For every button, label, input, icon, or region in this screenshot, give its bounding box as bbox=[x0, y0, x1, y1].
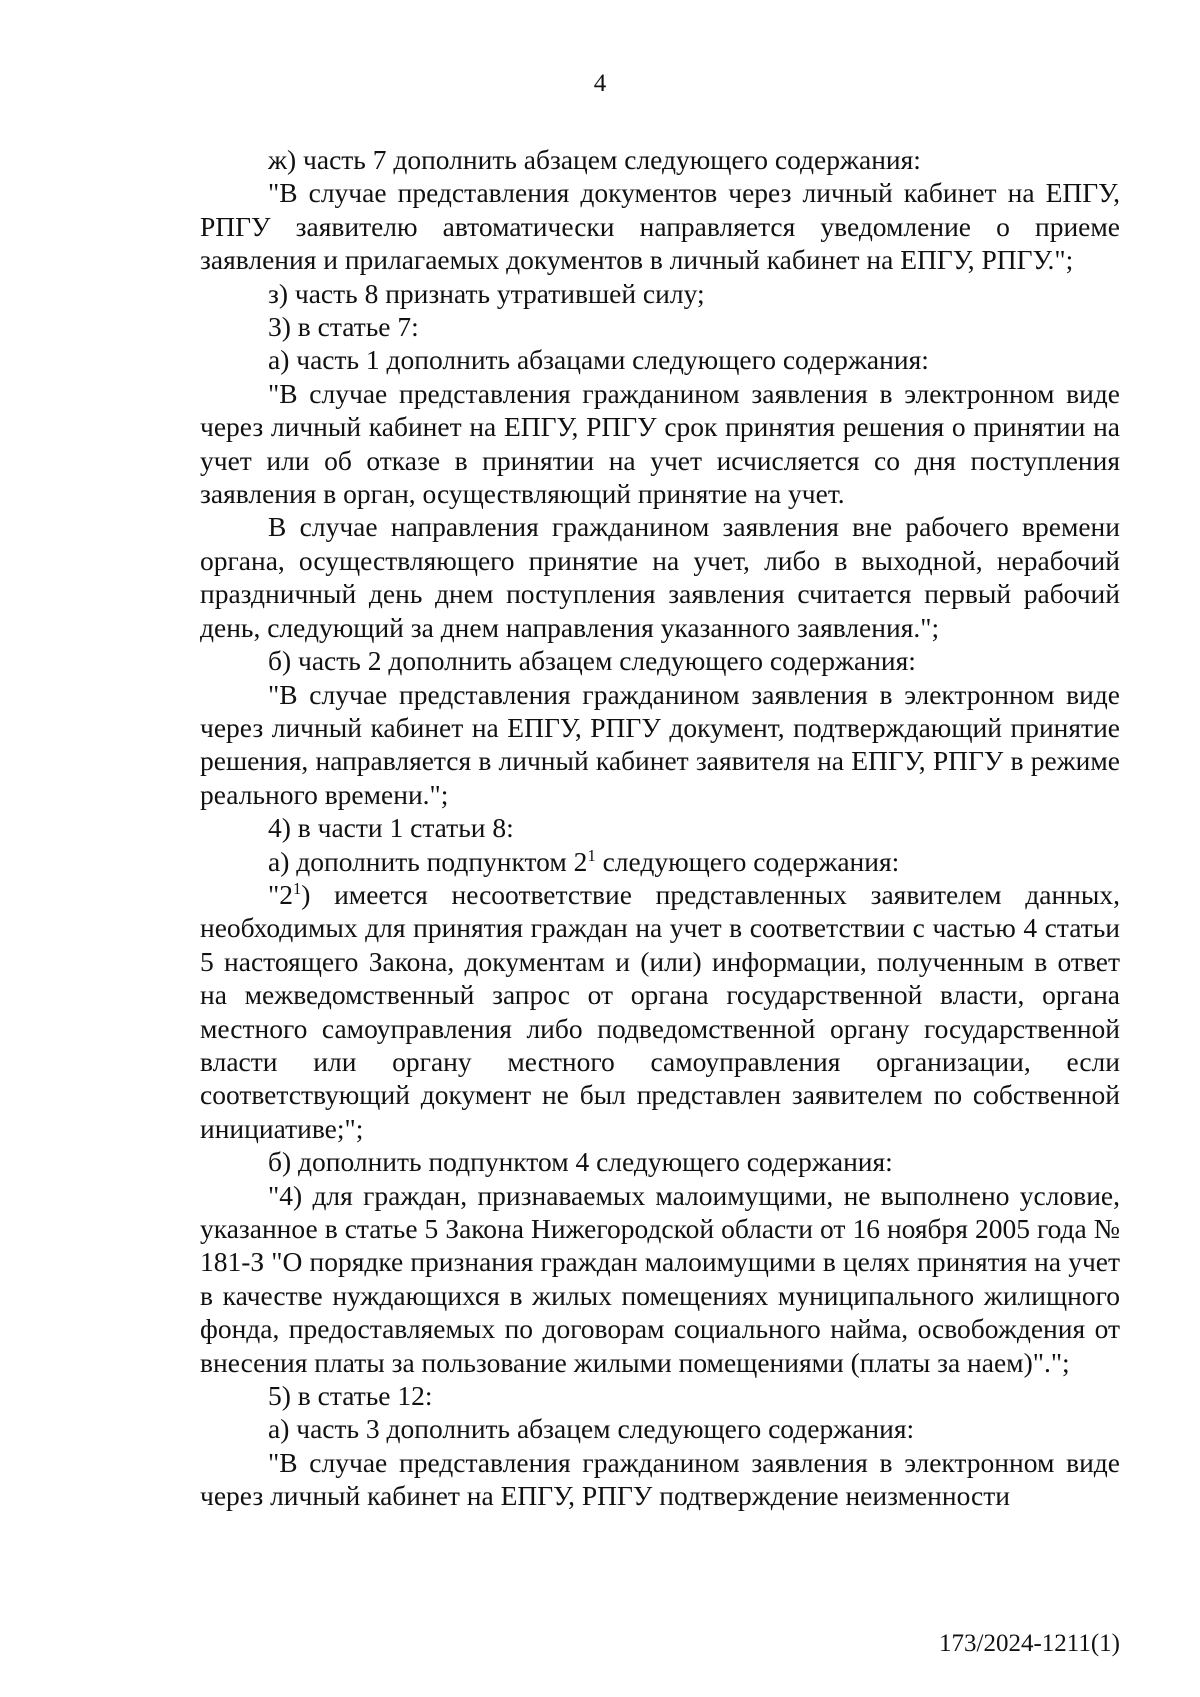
paragraph bbox=[200, 878, 1120, 1145]
text-run: а) дополнить подпунктом 2 bbox=[268, 845, 588, 877]
paragraph bbox=[200, 845, 1120, 878]
paragraph: 5) в статье 12: bbox=[268, 1380, 433, 1412]
paragraph: "В случае представления гражданином заявления в электронном виде через личный кабинет на ЕПГУ, РПГУ подтверждение неизменности bbox=[200, 1446, 1120, 1512]
text-run: ) имеется несоответствие представленных заявителем данных, необходимых для принятия граждан на учет в соответствии с частью 4 статьи 5 настоящего Закона, документам и (или) информации, полученным в ответ на межведомственный запрос от органа государственной власти, органа местного самоуправления либо подведомственной органу государственной власти или органу местного самоуправления организации, если соответствующий документ не был представлен заявителем по собственной инициативе;"; bbox=[200, 878, 1120, 1144]
paragraph: 3) в статье 7: bbox=[268, 311, 419, 343]
paragraph: "В случае представления документов через личный кабинет на ЕПГУ, РПГУ заявителю автоматически направляется уведомление о приеме заявления и прилагаемых документов в личный кабинет на ЕПГУ, РПГУ."; bbox=[200, 177, 1120, 276]
paragraph: з) часть 8 признать утратившей силу; bbox=[268, 277, 705, 309]
paragraph: "В случае представления гражданином заявления в электронном виде через личный кабинет на ЕПГУ, РПГУ срок принятия решения о принятии на учет или об отказе в принятии на учет исчисляется со дня поступления заявления в орган, осуществляющий принятие на учет. bbox=[200, 377, 1120, 510]
paragraph: б) часть 2 дополнить абзацем следующего содержания: bbox=[268, 645, 916, 677]
text-run: следующего содержания: bbox=[595, 845, 900, 877]
paragraph: В случае направления гражданином заявления вне рабочего времени органа, осуществляющего принятие на учет, либо в выходной, нерабочий праздничный день днем поступления заявления считается первый рабочий день, следующий за днем направления указанного заявления."; bbox=[200, 511, 1120, 643]
paragraph: 4) в части 1 статьи 8: bbox=[268, 812, 514, 844]
text-run: "2 bbox=[268, 878, 293, 910]
page-number: 4 bbox=[593, 70, 607, 97]
superscript: 1 bbox=[292, 878, 302, 898]
paragraph: ж) часть 7 дополнить абзацем следующего содержания: bbox=[268, 144, 921, 175]
document-code: 173/2024-1211(1) bbox=[939, 1630, 1120, 1657]
paragraph: б) дополнить подпунктом 4 следующего содержания: bbox=[268, 1146, 893, 1178]
paragraph: "В случае представления гражданином заявления в электронном виде через личный кабинет на ЕПГУ, РПГУ документ, подтверждающий принятие решения, направляется в личный кабинет заявителя на ЕПГУ, РПГУ в режиме реального времени."; bbox=[200, 678, 1120, 810]
paragraph: а) часть 3 дополнить абзацем следующего содержания: bbox=[268, 1413, 915, 1445]
paragraph: "4) для граждан, признаваемых малоимущими, не выполнено условие, указанное в статье 5 Закона Нижегородской области от 16 ноября 2005 года № 181-З "О порядке признания граждан малоимущими в целях принятия на учет в качестве нуждающихся в жилых помещениях муниципального жилищного фонда, предоставляемых по договорам социального найма, освобождения от внесения платы за пользование жилыми помещениями (платы за наем)"."; bbox=[200, 1179, 1120, 1378]
paragraph: а) часть 1 дополнить абзацами следующего содержания: bbox=[268, 344, 929, 376]
document-body bbox=[200, 143, 1120, 1513]
superscript: 1 bbox=[587, 845, 596, 865]
